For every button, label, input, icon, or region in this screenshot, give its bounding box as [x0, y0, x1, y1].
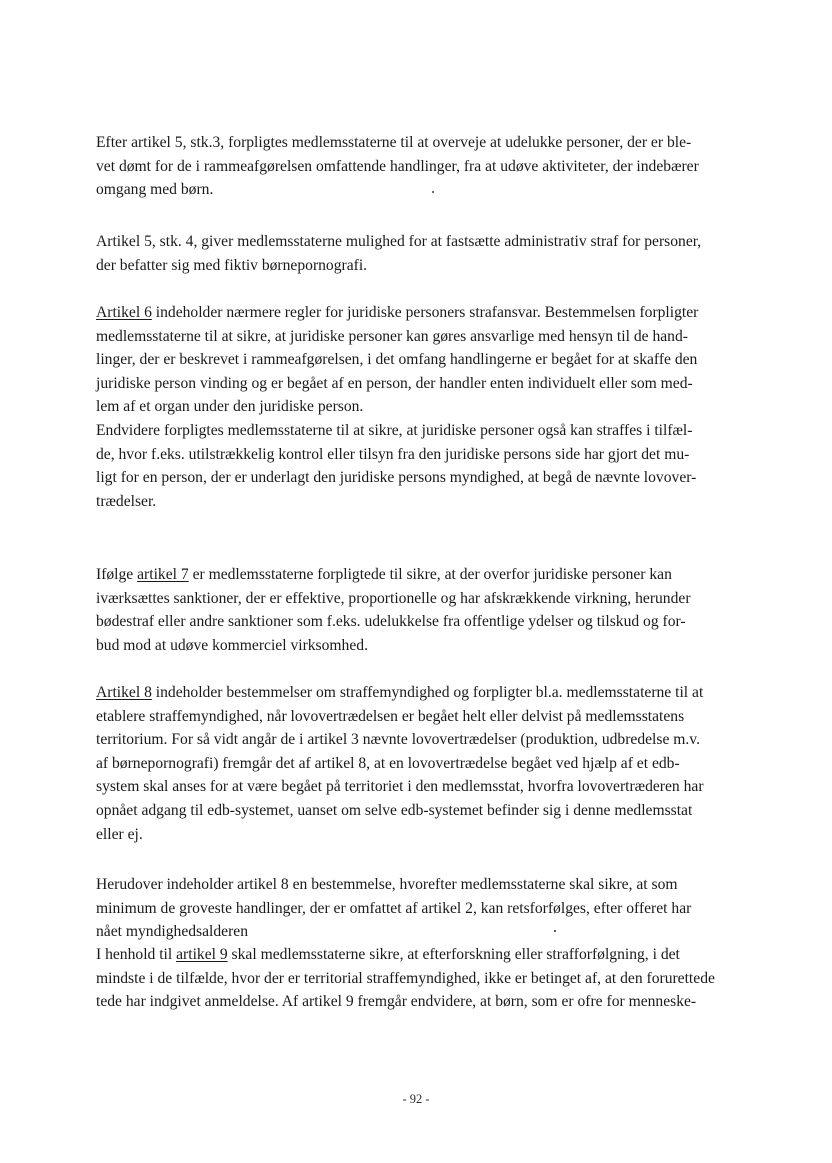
- text-run: I henhold til: [96, 946, 177, 963]
- paragraph-artikel-5-stk-3: [96, 131, 756, 202]
- text-line: trædelser.: [96, 492, 157, 510]
- text-line: de, hvor f.eks. utilstrækkelig kontrol eller tilsyn fra den juridiske persons side har gjort det mu-: [96, 445, 690, 463]
- text-line: eller ej.: [96, 825, 143, 843]
- text-line: [96, 943, 756, 967]
- text-line: juridiske person vinding og er begået af en person, der handler enten individuelt eller som med-: [96, 374, 693, 392]
- text-line: bud mod at udøve kommerciel virksomhed.: [96, 636, 368, 654]
- paragraph-artikel-5-stk-4: [96, 230, 756, 277]
- text-line: opnået adgang til edb-systemet, uanset om selve edb-systemet befinder sig i denne medlemsstat: [96, 801, 693, 819]
- text-line: linger, der er beskrevet i rammeafgørelsen, i det omfang handlingerne er begået for at skaffe den: [96, 351, 698, 369]
- text-line: bødestraf eller andre sanktioner som f.eks. udelukkelse fra offentlige ydelser og tilskud og for-: [96, 613, 686, 631]
- text-line: Endvidere forpligtes medlemsstaterne til at sikre, at juridiske personer også kan straffes i tilfæl-: [96, 422, 693, 439]
- text-line: minimum de groveste handlinger, der er omfattet af artikel 2, kan retsforfølges, efter offeret har: [96, 899, 692, 917]
- article-reference: artikel 7: [137, 566, 189, 583]
- text-run: skal medlemsstaterne sikre, at efterforskning eller strafforfølgning, i det: [227, 946, 680, 963]
- text-line: Artikel 5, stk. 4, giver medlemsstaterne mulighed for at fastsætte administrativ straf for personer,: [96, 233, 702, 250]
- text-line: der befatter sig med fiktiv børnepornografi.: [96, 256, 368, 274]
- text-line: Herudover indeholder artikel 8 en bestemmelse, hvorefter medlemsstaterne skal sikre, at som: [96, 876, 678, 893]
- page-number: - 92 -: [402, 1092, 430, 1106]
- text-run: Ifølge: [96, 566, 138, 583]
- text-line: medlemsstaterne til at sikre, at juridiske personer kan gøres ansvarlige med hensyn til de hand-: [96, 327, 688, 345]
- text-line: etablere straffemyndighed, når lovovertrædelsen er begået helt eller delvist på medlemsstatens: [96, 707, 685, 725]
- text-line: ligt for en person, der er underlagt den juridiske persons myndighed, at begå de nævnte lovover-: [96, 469, 697, 487]
- paragraph-endvidere: [96, 419, 756, 513]
- text-run: indeholder nærmere regler for juridiske personers strafansvar. Bestemmelsen forpligter: [151, 304, 699, 321]
- article-reference: Artikel 6: [96, 304, 152, 321]
- text-line: Efter artikel 5, stk.3, forpligtes medlemsstaterne til at overveje at udelukke personer, der er ble-: [96, 134, 692, 151]
- paragraph-artikel-9: [96, 943, 756, 1014]
- text-line: territorium. For så vidt angår de i artikel 3 nævnte lovovertrædelser (produktion, udbredelse m.v.: [96, 731, 700, 749]
- article-reference: artikel 9: [176, 946, 228, 963]
- paragraph-artikel-6: [96, 301, 756, 419]
- text-line: tede har indgivet anmeldelse. Af artikel 9 fremgår endvidere, at børn, som er ofre for menneske-: [96, 993, 697, 1011]
- text-run: indeholder bestemmelser om straffemyndighed og forpligter bl.a. medlemsstaterne til at: [151, 684, 704, 701]
- text-line: [96, 563, 756, 587]
- text-run: er medlemsstaterne forpligtede til sikre, at der overfor juridiske personer kan: [188, 566, 672, 583]
- article-reference: Artikel 8: [96, 684, 152, 701]
- text-line: nået myndighedsalderen: [96, 923, 248, 941]
- text-line: [96, 681, 756, 705]
- paragraph-artikel-8: [96, 681, 756, 846]
- scan-speck: [432, 191, 434, 193]
- text-line: mindste i de tilfælde, hvor der er territorial straffemyndighed, ikke er betinget af, at den forurettede: [96, 969, 715, 987]
- text-line: [96, 301, 756, 325]
- paragraph-herudover: [96, 873, 756, 944]
- text-line: vet dømt for de i rammeafgørelsen omfattende handlinger, fra at udøve aktiviteter, der indebærer: [96, 157, 699, 175]
- text-line: iværksættes sanktioner, der er effektive, proportionelle og har afskrækkende virkning, herunder: [96, 589, 691, 607]
- text-line: omgang med børn.: [96, 181, 214, 199]
- paragraph-artikel-7: [96, 563, 756, 657]
- text-line: system skal anses for at være begået på territoriet i den medlemsstat, hvorfra lovovertræderen har: [96, 778, 704, 796]
- scan-speck: [554, 930, 556, 932]
- text-line: af børnepornografi) fremgår det af artikel 8, at en lovovertrædelse begået ved hjælp af et edb-: [96, 754, 680, 772]
- text-line: lem af et organ under den juridiske person.: [96, 398, 364, 416]
